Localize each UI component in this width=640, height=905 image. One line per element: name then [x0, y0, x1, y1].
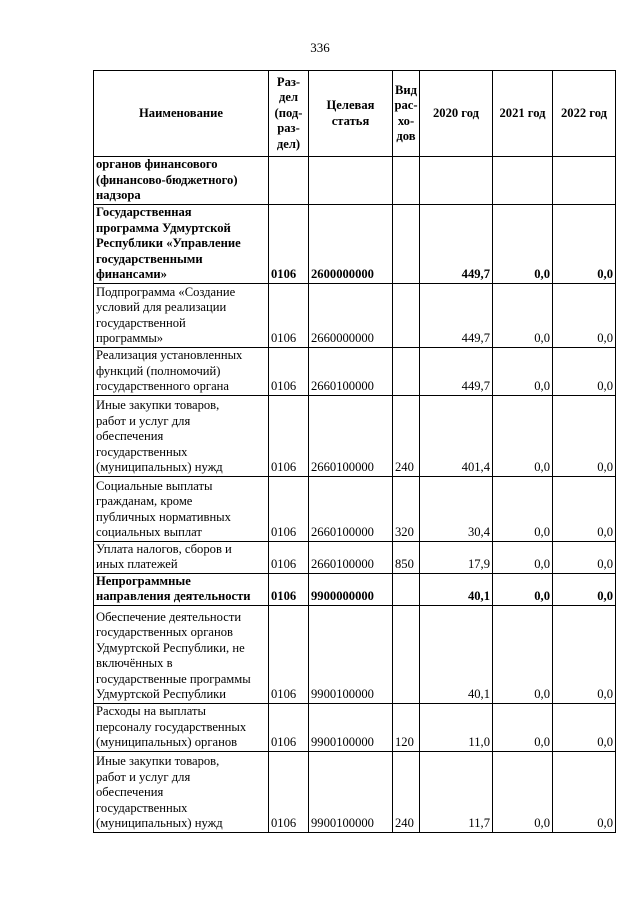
table-row [94, 476, 616, 541]
cell-expense-type [393, 157, 420, 205]
cell-target: 9900100000 [309, 703, 393, 751]
cell-target: 2660100000 [309, 541, 393, 573]
cell-section [269, 157, 309, 205]
cell-2022: 0,0 [553, 751, 616, 832]
table-row [94, 541, 616, 573]
cell-2021: 0,0 [493, 283, 553, 347]
cell-name: Иные закупки товаров, работ и услуг для обеспечения государственных (муниципальных) нужд [94, 395, 269, 476]
cell-2021: 0,0 [493, 751, 553, 832]
cell-expense-type [393, 283, 420, 347]
cell-expense-type [393, 605, 420, 703]
cell-target: 2660100000 [309, 395, 393, 476]
cell-name: Непрограммные направления деятельности [94, 573, 269, 605]
cell-section: 0106 [269, 204, 309, 283]
cell-2022: 0,0 [553, 605, 616, 703]
header-target: Целевая статья [309, 71, 393, 157]
cell-expense-type: 850 [393, 541, 420, 573]
cell-expense-type: 240 [393, 395, 420, 476]
cell-expense-type [393, 204, 420, 283]
cell-expense-type: 320 [393, 476, 420, 541]
cell-2021 [493, 157, 553, 205]
cell-2021: 0,0 [493, 476, 553, 541]
cell-name: Государственная программа Удмуртской Республики «Управление государственными финансами» [94, 204, 269, 283]
table-row [94, 347, 616, 395]
cell-2021: 0,0 [493, 204, 553, 283]
cell-2020: 11,7 [420, 751, 493, 832]
cell-section: 0106 [269, 605, 309, 703]
cell-expense-type [393, 347, 420, 395]
cell-2020: 17,9 [420, 541, 493, 573]
header-expense-type: Вид рас- хо- дов [393, 71, 420, 157]
cell-expense-type: 240 [393, 751, 420, 832]
budget-table [93, 70, 616, 833]
cell-2020 [420, 157, 493, 205]
cell-expense-type: 120 [393, 703, 420, 751]
cell-section: 0106 [269, 703, 309, 751]
cell-2021: 0,0 [493, 573, 553, 605]
cell-2022 [553, 157, 616, 205]
cell-target: 2660100000 [309, 476, 393, 541]
table-row [94, 751, 616, 832]
cell-2020: 11,0 [420, 703, 493, 751]
cell-name: Уплата налогов, сборов и иных платежей [94, 541, 269, 573]
cell-name: органов финансового (финансово-бюджетного) надзора [94, 157, 269, 205]
cell-2020: 449,7 [420, 347, 493, 395]
cell-name: Иные закупки товаров, работ и услуг для обеспечения государственных (муниципальных) нужд [94, 751, 269, 832]
cell-target: 9900000000 [309, 573, 393, 605]
cell-2020: 30,4 [420, 476, 493, 541]
cell-target: 2660000000 [309, 283, 393, 347]
cell-2021: 0,0 [493, 605, 553, 703]
cell-2020: 449,7 [420, 204, 493, 283]
cell-2022: 0,0 [553, 541, 616, 573]
table-row [94, 605, 616, 703]
cell-name: Подпрограмма «Создание условий для реализации государственной программы» [94, 283, 269, 347]
cell-2022: 0,0 [553, 283, 616, 347]
cell-2021: 0,0 [493, 703, 553, 751]
cell-section: 0106 [269, 541, 309, 573]
cell-target: 9900100000 [309, 751, 393, 832]
cell-target: 9900100000 [309, 605, 393, 703]
cell-2020: 40,1 [420, 605, 493, 703]
cell-name: Расходы на выплаты персоналу государственных (муниципальных) органов [94, 703, 269, 751]
header-2020: 2020 год [420, 71, 493, 157]
page-number: 336 [310, 40, 330, 55]
header-name: Наименование [94, 71, 269, 157]
cell-section: 0106 [269, 573, 309, 605]
header-row [94, 71, 616, 157]
cell-section: 0106 [269, 395, 309, 476]
cell-2021: 0,0 [493, 541, 553, 573]
cell-section: 0106 [269, 283, 309, 347]
table-row [94, 204, 616, 283]
cell-2022: 0,0 [553, 347, 616, 395]
cell-name: Реализация установленных функций (полномочий) государственного органа [94, 347, 269, 395]
cell-2020: 449,7 [420, 283, 493, 347]
cell-section: 0106 [269, 751, 309, 832]
cell-2022: 0,0 [553, 703, 616, 751]
header-section: Раз- дел (под- раз- дел) [269, 71, 309, 157]
cell-2022: 0,0 [553, 204, 616, 283]
cell-2022: 0,0 [553, 573, 616, 605]
cell-2021: 0,0 [493, 395, 553, 476]
cell-2022: 0,0 [553, 395, 616, 476]
header-2021: 2021 год [493, 71, 553, 157]
cell-expense-type [393, 573, 420, 605]
cell-2021: 0,0 [493, 347, 553, 395]
cell-target: 2600000000 [309, 204, 393, 283]
cell-target: 2660100000 [309, 347, 393, 395]
cell-target [309, 157, 393, 205]
header-2022: 2022 год [553, 71, 616, 157]
cell-2020: 401,4 [420, 395, 493, 476]
table-row [94, 395, 616, 476]
cell-2020: 40,1 [420, 573, 493, 605]
table-body [94, 157, 616, 833]
table-row [94, 157, 616, 205]
cell-section: 0106 [269, 476, 309, 541]
table-row [94, 283, 616, 347]
cell-section: 0106 [269, 347, 309, 395]
table-row [94, 703, 616, 751]
table-row [94, 573, 616, 605]
cell-name: Обеспечение деятельности государственных органов Удмуртской Республики, не включённых в государственные программы Удмуртской Республики [94, 605, 269, 703]
cell-name: Социальные выплаты гражданам, кроме публичных нормативных социальных выплат [94, 476, 269, 541]
cell-2022: 0,0 [553, 476, 616, 541]
